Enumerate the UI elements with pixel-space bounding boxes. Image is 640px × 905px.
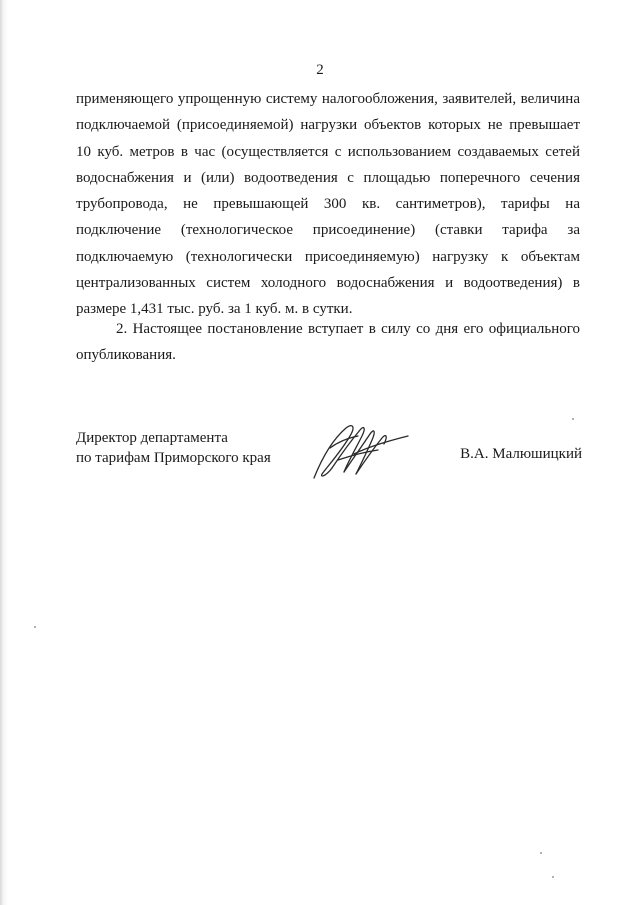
text-line: централизованных систем холодного водоснабжения и водоотведения) в [76,275,580,292]
page-number: 2 [316,62,324,78]
signatory-title [76,428,271,468]
text-line: подключение (технологическое присоединение) (ставки тарифа за [76,222,580,239]
scan-speck [540,852,542,854]
text-line: подключаемой (присоединяемой) нагрузки объектов которых не превышает [76,117,580,134]
text-line: 10 куб. метров в час (осуществляется с использованием создаваемых сетей [76,143,580,160]
signatory-title-line: Директор департамента [76,430,228,446]
scan-speck [552,876,554,878]
signatory-title-line: по тарифам Приморского края [76,450,271,466]
text-line: подключаемую (технологически присоединяемую) нагрузку к объектам [76,248,580,265]
handwritten-signature [308,418,412,484]
paragraph-tariff-text [76,86,580,323]
scan-speck [34,626,36,628]
scan-edge-shadow [0,0,8,905]
scan-speck [572,418,574,420]
text-line: применяющего упрощенную систему налогообложения, заявителей, величина [76,91,580,107]
text-line: 2. Настоящее постановление вступает в силу со дня его официального [116,321,580,337]
text-line: трубопровода, не превышающей 300 кв. сантиметров), тарифы на [76,196,580,213]
text-line: опубликования. [76,347,176,364]
signatory-name: В.А. Малюшицкий [460,446,582,462]
paragraph-effective-date [76,316,580,369]
text-line: водоснабжения и (или) водоотведения с площадью поперечного сечения [76,169,580,186]
text-line: размере 1,431 тыс. руб. за 1 куб. м. в сутки. [76,301,353,318]
